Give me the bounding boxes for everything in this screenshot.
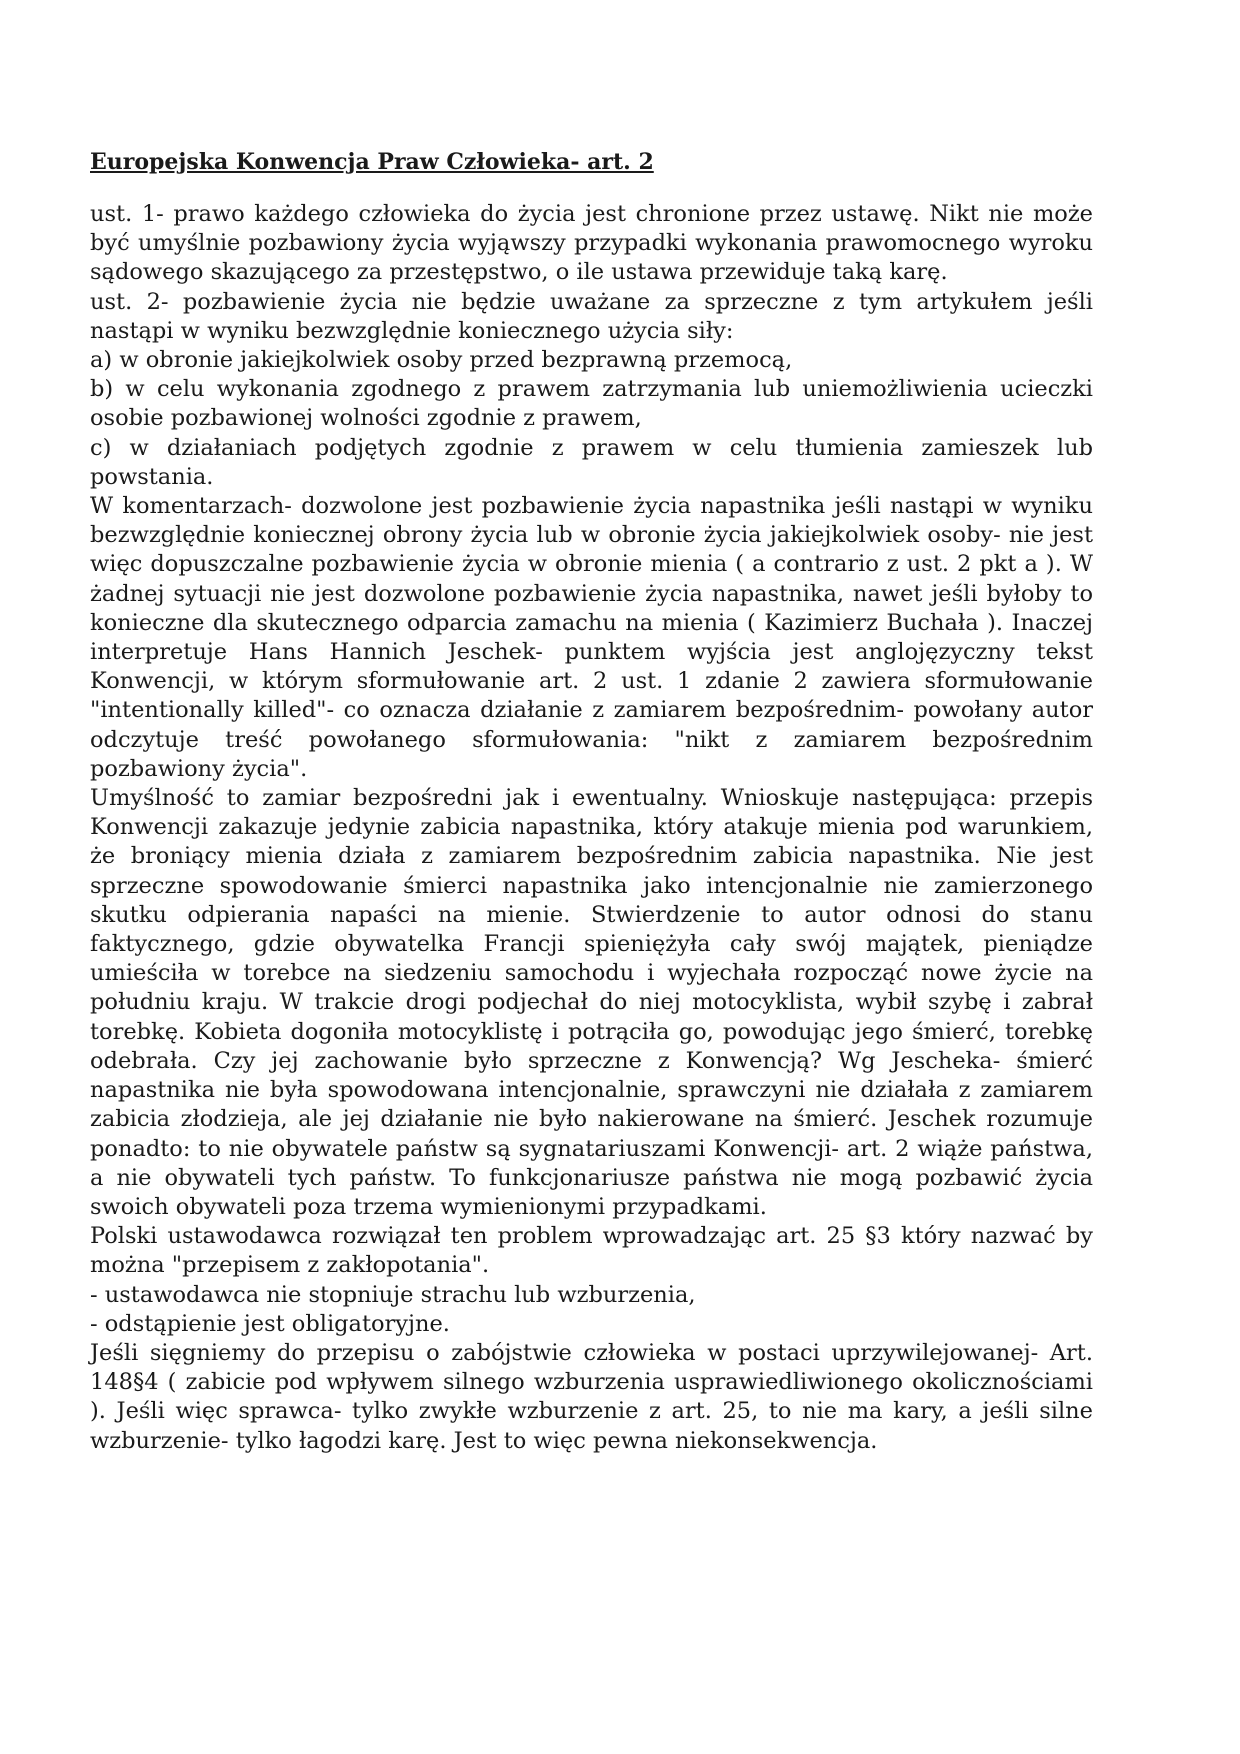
document-title: Europejska Konwencja Praw Człowieka- art. 2 [90,149,654,175]
list-item-dash-2: - odstąpienie jest obligatoryjne. [90,1310,450,1337]
list-item-a: a) w obronie jakiejkolwiek osoby przed bezprawną przemocą, [90,347,793,374]
list-item-c: c) w działaniach podjętych zgodnie z prawem w celu tłumienia zamieszek lub powstania. [90,434,1093,490]
paragraph-komentarze: W komentarzach- dozwolone jest pozbawienie życia napastnika jeśli nastąpi w wyniku bezwzględnie koniecznej obrony życia lub w obronie życia jakiejkolwiek osoby- nie jest więc dopuszczalne pozbawienie życia w obronie mienia ( a contrario z ust. 2 pkt a ). W żadnej sytuacji nie jest dozwolone pozbawienie życia napastnika, nawet jeśli byłoby to konieczne dla skutecznego odparcia zamachu na mienia ( Kazimierz Buchała ). Inaczej interpretuje Hans Hannich Jeschek- punktem wyjścia jest anglojęzyczny tekst Konwencji, w którym sformułowanie art. 2 ust. 1 zdanie 2 zawiera sformułowanie "intentionally killed"- co oznacza działanie z zamiarem bezpośrednim- powołany autor odczytuje treść powołanego sformułowania: "nikt z zamiarem bezpośrednim pozbawiony życia". [90,493,1093,782]
paragraph-ust-1: ust. 1- prawo każdego człowieka do życia jest chronione przez ustawę. Nikt nie może być umyślnie pozbawiony życia wyjąwszy przypadki wykonania prawomocnego wyroku sądowego skazującego za przestępstwo, o ile ustawa przewiduje taką karę. [90,201,1093,286]
document-page [90,148,1093,1456]
list-item-b: b) w celu wykonania zgodnego z prawem zatrzymania lub uniemożliwienia ucieczki osobie pozbawionej wolności zgodnie z prawem, [90,376,1093,432]
list-item-dash-1: - ustawodawca nie stopniuje strachu lub wzburzenia, [90,1281,696,1308]
paragraph-umyslnosc: Umyślność to zamiar bezpośredni jak i ewentualny. Wnioskuje następująca: przepis Konwencji zakazuje jedynie zabicia napastnika, który atakuje mienia pod warunkiem, że broniący mienia działa z zamiarem bezpośrednim zabicia napastnika. Nie jest sprzeczne spowodowanie śmierci napastnika jako intencjonalnie nie zamierzonego skutku odpierania napaści na mienie. Stwierdzenie to autor odnosi do stanu faktycznego, gdzie obywatelka Francji spieniężyła cały swój majątek, pieniądze umieściła w torebce na siedzeniu samochodu i wyjechała rozpocząć nowe życie na południu kraju. W trakcie drogi podjechał do niej motocyklista, wybił szybę i zabrał torebkę. Kobieta dogoniła motocyklistę i potrąciła go, powodując jego śmierć, torebkę odebrała. Czy jej zachowanie było sprzeczne z Konwencją? Wg Jescheka- śmierć napastnika nie była spowodowana intencjonalnie, sprawczyni nie działała z zamiarem zabicia złodzieja, ale jej działanie nie było nakierowane na śmierć. Jeschek rozumuje ponadto: to nie obywatele państw są sygnatariuszami Konwencji- art. 2 wiąże państwa, a nie obywateli tych państw. To funkcjonariusze państwa nie mogą pozbawić życia swoich obywateli poza trzema wymienionymi przypadkami. [90,785,1093,1220]
paragraph-zabojstwo: Jeśli sięgniemy do przepisu o zabójstwie człowieka w postaci uprzywilejowanej- Art. 148§4 ( zabicie pod wpływem silnego wzburzenia usprawiedliwionego okolicznościami ). Jeśli więc sprawca- tylko zwykłe wzburzenie z art. 25, to nie ma kary, a jeśli silne wzburzenie- tylko łagodzi karę. Jest to więc pewna niekonsekwencja. [90,1339,1093,1454]
paragraph-polski-ustawodawca: Polski ustawodawca rozwiązał ten problem wprowadzając art. 25 §3 który nazwać by można "przepisem z zakłopotania". [90,1223,1093,1279]
paragraph-ust-2: ust. 2- pozbawienie życia nie będzie uważane za sprzeczne z tym artykułem jeśli nastąpi w wyniku bezwzględnie koniecznego użycia siły: [90,288,1093,344]
